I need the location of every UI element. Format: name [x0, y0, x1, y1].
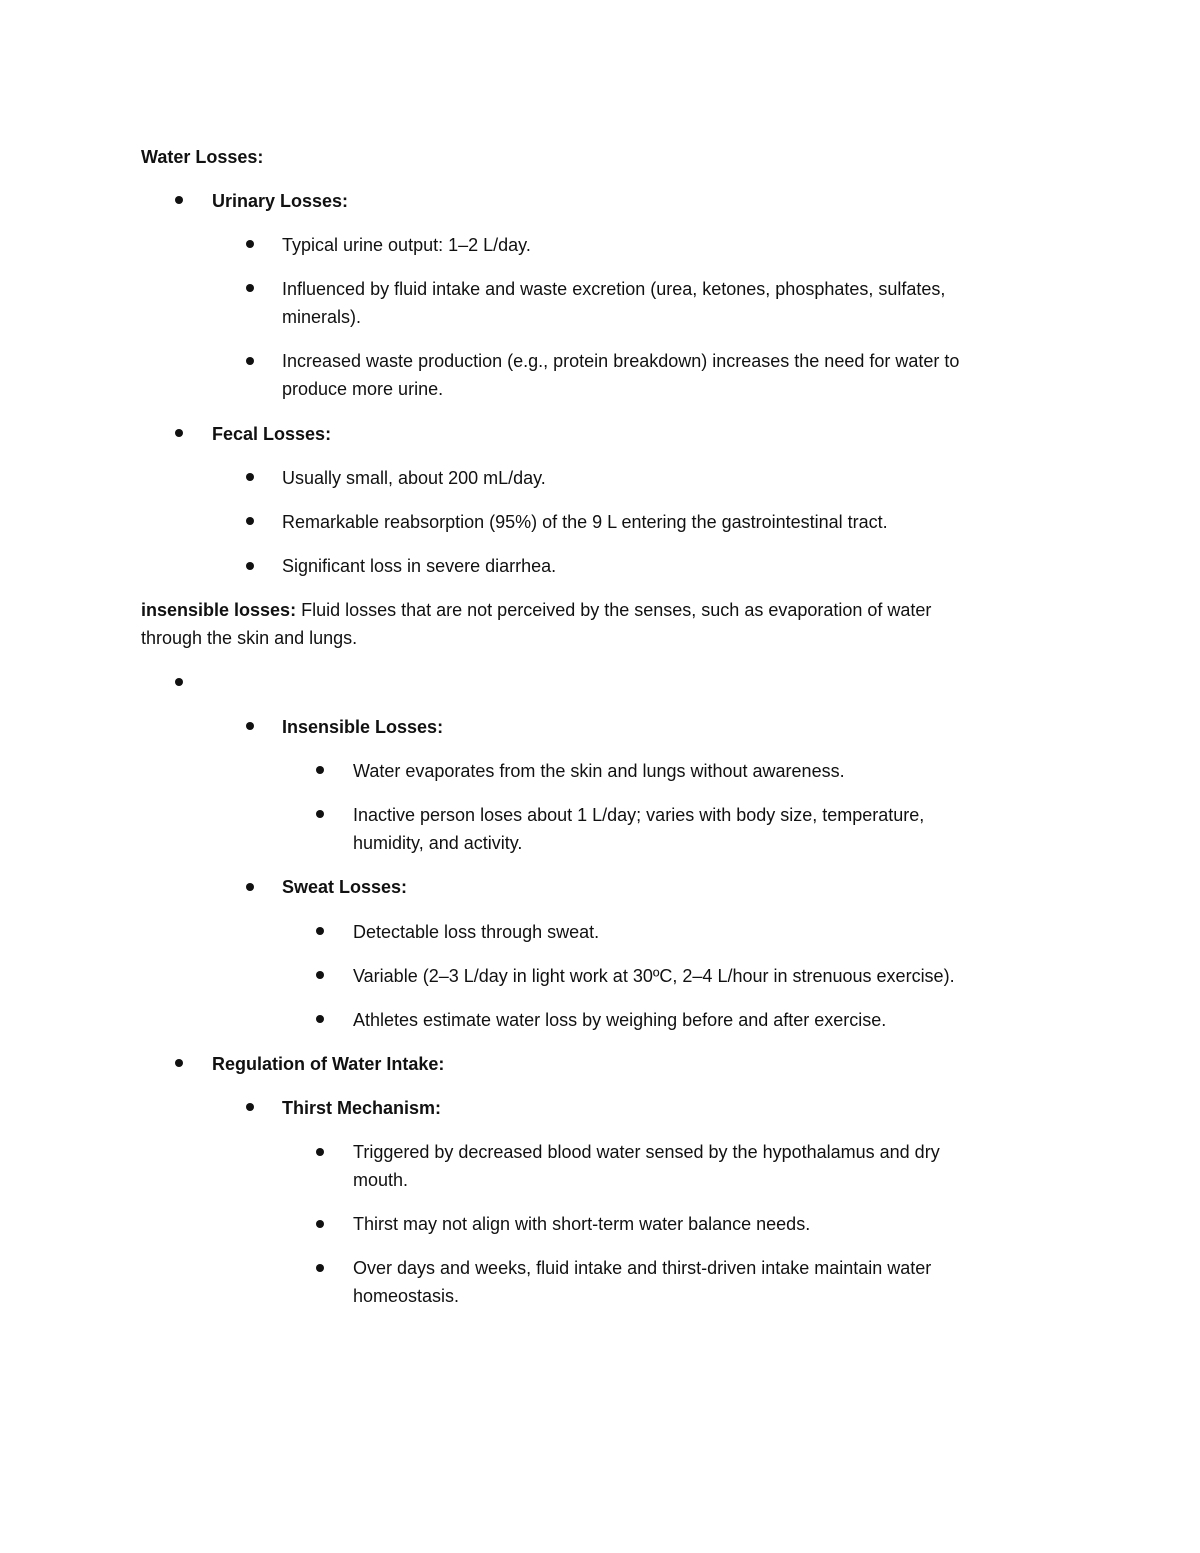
- list-item-continuation: minerals).: [282, 307, 362, 327]
- list-item: Usually small, about 200 mL/day.: [282, 468, 546, 488]
- bullet: [246, 284, 254, 292]
- definition-line: [141, 596, 931, 624]
- thirst-title: Thirst Mechanism:: [282, 1098, 442, 1118]
- bullet: [316, 927, 324, 935]
- sweat-title: Sweat Losses:: [282, 877, 408, 897]
- bullet: [316, 1015, 324, 1023]
- bullet: [316, 1148, 324, 1156]
- list-item: Water evaporates from the skin and lungs without awareness.: [353, 761, 845, 781]
- bullet: [175, 196, 183, 204]
- list-item: Athletes estimate water loss by weighing before and after exercise.: [353, 1010, 887, 1030]
- list-item: Variable (2–3 L/day in light work at 30ºC, 2–4 L/hour in strenuous exercise).: [353, 966, 955, 986]
- bullet: [246, 473, 254, 481]
- bullet: [316, 971, 324, 979]
- bullet: [246, 357, 254, 365]
- fecal-title: Fecal Losses:: [212, 424, 332, 444]
- list-item: Triggered by decreased blood water sensed by the hypothalamus and dry: [353, 1142, 940, 1162]
- list-item: Over days and weeks, fluid intake and thirst-driven intake maintain water: [353, 1258, 932, 1278]
- bullet: [246, 517, 254, 525]
- list-item: Remarkable reabsorption (95%) of the 9 L entering the gastrointestinal tract.: [282, 512, 888, 532]
- definition-term: insensible losses:: [141, 600, 297, 620]
- urinary-title: Urinary Losses:: [212, 191, 349, 211]
- regulation-title: Regulation of Water Intake:: [212, 1054, 445, 1074]
- bullet: [246, 883, 254, 891]
- list-item-continuation: humidity, and activity.: [353, 833, 523, 853]
- list-item: Inactive person loses about 1 L/day; varies with body size, temperature,: [353, 805, 925, 825]
- bullet: [246, 240, 254, 248]
- list-item: Increased waste production (e.g., protein breakdown) increases the need for water to: [282, 351, 960, 371]
- bullet: [175, 429, 183, 437]
- bullet: [246, 722, 254, 730]
- definition-continuation: through the skin and lungs.: [141, 628, 358, 648]
- list-item-continuation: homeostasis.: [353, 1286, 460, 1306]
- bullet: [316, 766, 324, 774]
- list-item-continuation: mouth.: [353, 1170, 409, 1190]
- bullet: [175, 1059, 183, 1067]
- bullet: [316, 1264, 324, 1272]
- section-heading: Water Losses:: [141, 147, 264, 167]
- list-item: Influenced by fluid intake and waste excretion (urea, ketones, phosphates, sulfates,: [282, 279, 946, 299]
- list-item-continuation: produce more urine.: [282, 379, 444, 399]
- list-item: Detectable loss through sweat.: [353, 922, 600, 942]
- list-item: Typical urine output: 1–2 L/day.: [282, 235, 531, 255]
- list-item: Significant loss in severe diarrhea.: [282, 556, 557, 576]
- bullet: [246, 562, 254, 570]
- bullet: [175, 678, 183, 686]
- list-item: Thirst may not align with short-term water balance needs.: [353, 1214, 811, 1234]
- bullet: [246, 1103, 254, 1111]
- insensible-title: Insensible Losses:: [282, 717, 444, 737]
- bullet: [316, 1220, 324, 1228]
- definition-text: Fluid losses that are not perceived by the senses, such as evaporation of water: [296, 600, 932, 620]
- bullet: [316, 810, 324, 818]
